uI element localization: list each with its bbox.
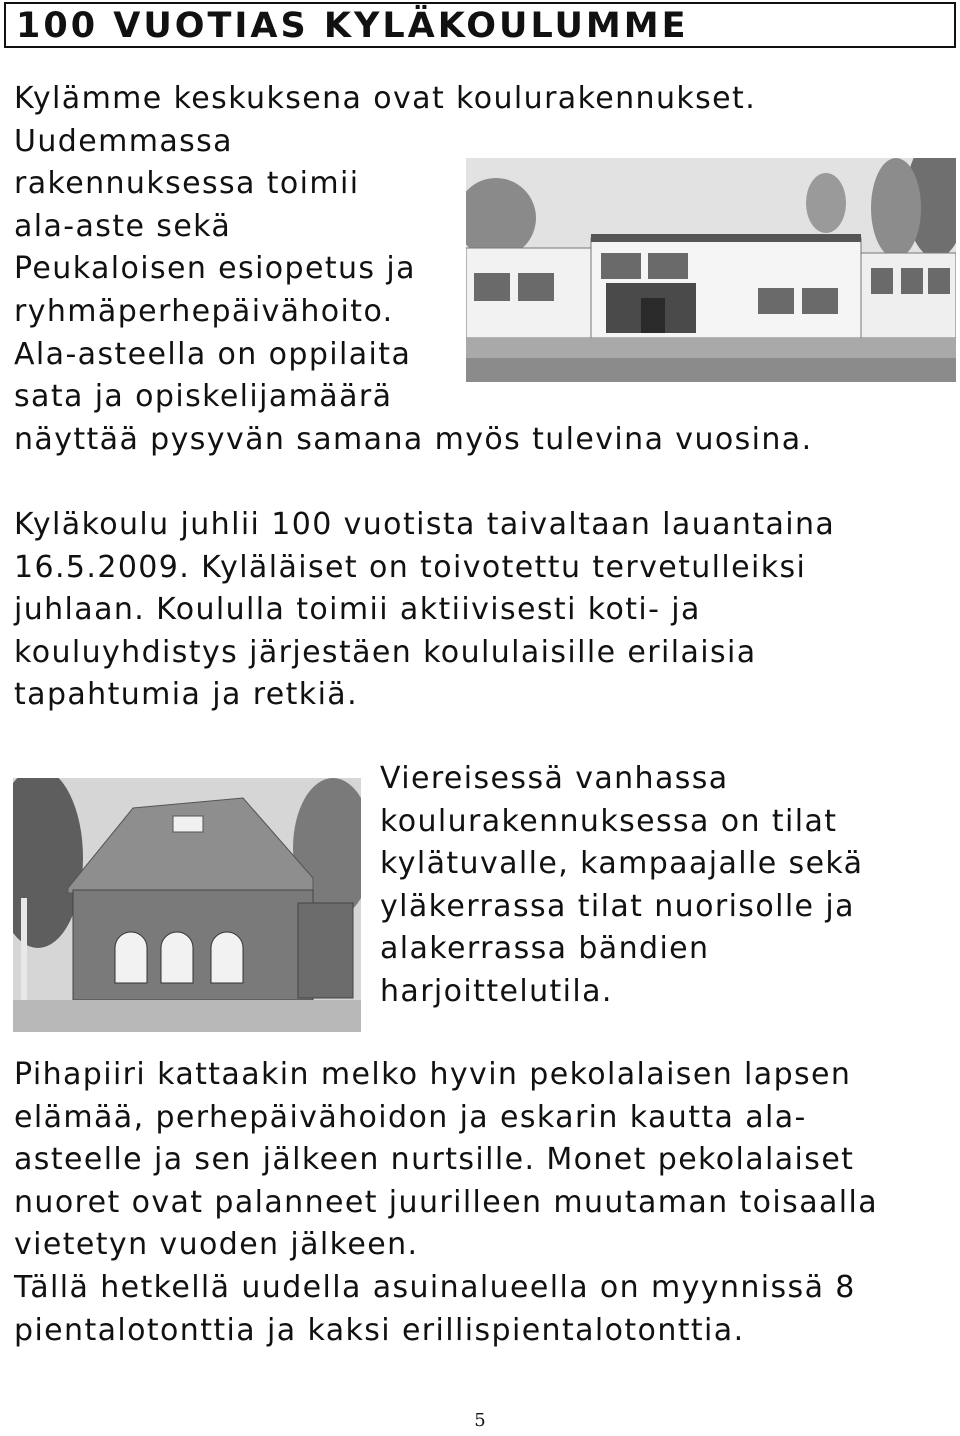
text-line: alakerrassa bändien [380,931,710,967]
text-line: 16.5.2009. Kyläläiset on toivotettu tervetulleiksi [14,549,807,585]
page-number: 5 [474,1410,486,1431]
text-line: ala-aste sekä [14,208,232,244]
text-line: sata ja opiskelijamäärä [14,379,393,415]
text-line: Ala-asteella on oppilaita [14,336,412,372]
text-line: Peukaloisen esiopetus ja [14,251,416,287]
paragraph-old-building [380,758,863,1014]
text-line: Uudemmassa [14,123,233,159]
text-line: näyttää pysyvän samana myös tulevina vuosina. [14,421,813,457]
title-box [4,2,956,48]
text-line: elämää, perhepäivähoidon ja eskarin kautta ala- [14,1099,807,1135]
page-title: 100 VUOTIAS KYLÄKOULUMME [16,6,689,46]
text-line: vietetyn vuoden jälkeen. [14,1227,419,1263]
new-school-building-photo [466,158,956,382]
text-line: rakennuksessa toimii [14,166,360,202]
text-line: koulurakennuksessa on tilat [380,803,838,839]
text-line: nuoret ovat palanneet juurilleen muutaman toisaalla [14,1184,879,1220]
text-line: Tällä hetkellä uudella asuinalueella on myynnissä 8 [14,1269,856,1305]
text-line: kouluyhdistys järjestäen koululaisille erilaisia [14,634,757,670]
text-line: asteelle ja sen jälkeen nurtsille. Monet pekolalaiset [14,1142,855,1178]
text-line: tapahtumia ja retkiä. [14,677,359,713]
paragraph-celebration [14,504,835,717]
text-line: juhlaan. Koululla toimii aktiivisesti koti- ja [14,592,701,628]
old-school-building-photo [13,778,361,1032]
text-line: harjoittelutila. [380,973,613,1009]
text-line: Kyläkoulu juhlii 100 vuotista taivaltaan lauantaina [14,507,836,542]
text-line: ryhmäperhepäivähoito. [14,293,394,329]
text-line: Kylämme keskuksena ovat koulurakennukset. [14,81,757,116]
text-line: kylätuvalle, kampaajalle sekä [380,846,864,882]
paragraph-community [14,1054,878,1352]
text-line: Viereisessä vanhassa [380,761,729,796]
text-line: Pihapiiri kattaakin melko hyvin pekolalaisen lapsen [14,1057,852,1092]
text-line: pientalotonttia ja kaksi erillispientalotonttia. [14,1312,745,1348]
text-line: yläkerrassa tilat nuorisolle ja [380,888,855,924]
